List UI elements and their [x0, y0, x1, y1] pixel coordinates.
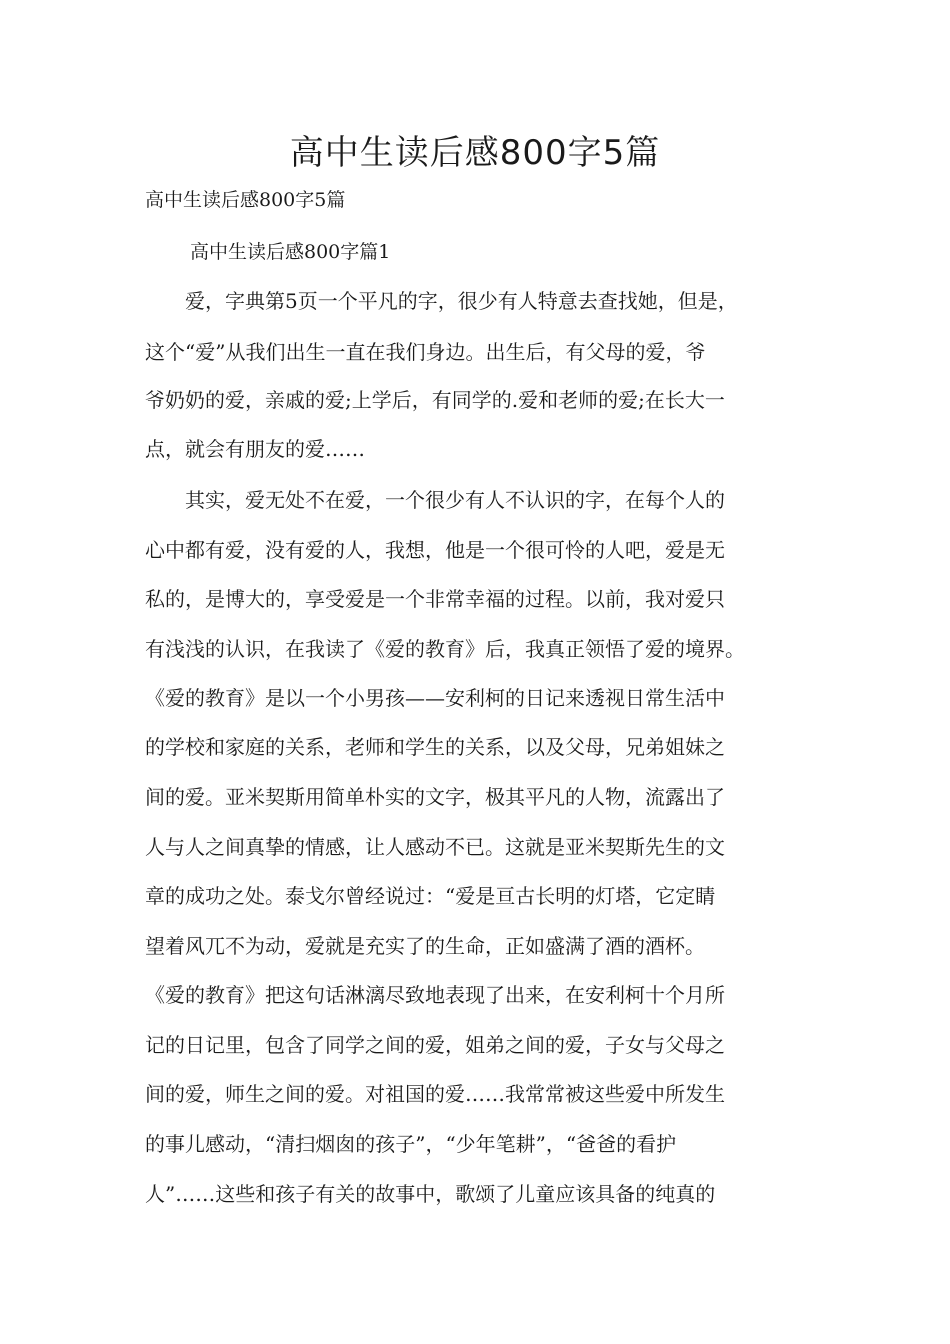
body-line: 《爱的教育》把这句话淋漓尽致地表现了出来，在安利柯十个月所 — [145, 983, 725, 1007]
body-line: 心中都有爱，没有爱的人，我想，他是一个很可怜的人吧，爱是无 — [145, 538, 725, 562]
body-line: 望着风兀不为动，爱就是充实了的生命，正如盛满了酒的酒杯。 — [145, 934, 705, 958]
body-line: 记的日记里，包含了同学之间的爱，姐弟之间的爱，子女与父母之 — [145, 1033, 725, 1057]
body-line: 点，就会有朋友的爱…… — [145, 437, 365, 461]
body-line: 《爱的教育》是以一个小男孩——安利柯的日记来透视日常生活中 — [145, 686, 725, 710]
body-line: 爱，字典第5页一个平凡的字，很少有人特意去查找她，但是， — [145, 289, 738, 313]
body-line: 的学校和家庭的关系，老师和学生的关系，以及父母，兄弟姐妹之 — [145, 735, 725, 759]
body-line: 间的爱，师生之间的爱。对祖国的爱……我常常被这些爱中所发生 — [145, 1082, 725, 1106]
body-line: 这个“爱”从我们出生一直在我们身边。出生后，有父母的爱，爷 — [145, 340, 706, 364]
body-line: 爷奶奶的爱，亲戚的爱;上学后，有同学的.爱和老师的爱;在长大一 — [145, 388, 725, 412]
body-line: 私的，是博大的，享受爱是一个非常幸福的过程。以前，我对爱只 — [145, 587, 725, 611]
body-line: 间的爱。亚米契斯用简单朴实的文字，极其平凡的人物，流露出了 — [145, 785, 725, 809]
body-line: 有浅浅的认识，在我读了《爱的教育》后，我真正领悟了爱的境界。 — [145, 637, 745, 661]
body-line: 的事儿感动，“清扫烟囱的孩子”，“少年笔耕”，“爸爸的看护 — [145, 1132, 677, 1156]
document-subtitle: 高中生读后感800字5篇 — [145, 189, 346, 211]
body-line: 章的成功之处。泰戈尔曾经说过：“爱是亘古长明的灯塔，它定睛 — [145, 884, 716, 908]
document-title: 高中生读后感800字5篇 — [289, 133, 661, 173]
body-line: 其实，爱无处不在爱，一个很少有人不认识的字，在每个人的 — [145, 488, 725, 512]
section-heading: 高中生读后感800字篇1 — [190, 241, 391, 263]
body-line: 人与人之间真挚的情感，让人感动不已。这就是亚米契斯先生的文 — [145, 835, 725, 859]
body-line: 人”……这些和孩子有关的故事中，歌颂了儿童应该具备的纯真的 — [145, 1182, 716, 1206]
